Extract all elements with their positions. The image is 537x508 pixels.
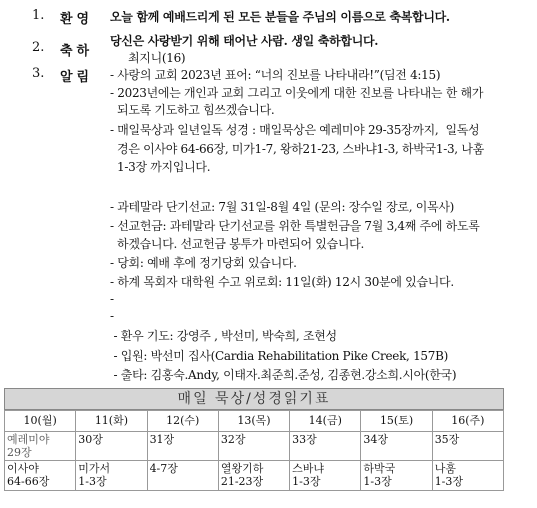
section-line: 하겠습니다. 선교헌금 봉투가 마련되어 있습니다. bbox=[110, 237, 364, 251]
section-line: 오늘 함께 예배드리게 된 모든 분들을 주님의 이름으로 축복합니다. bbox=[110, 10, 450, 24]
section-line: - 사랑의 교회 2023년 표어: “너의 진보를 나타내라!”(딤전 4:15) bbox=[110, 68, 441, 82]
meditation-cell: 33장 bbox=[290, 432, 361, 461]
reading-schedule-table bbox=[4, 410, 504, 491]
reading-cell: 나훔 1-3장 bbox=[432, 461, 503, 491]
section-number: 2. bbox=[32, 40, 45, 55]
bible-table-title: 매일 묵상/성경읽기표 bbox=[4, 388, 504, 410]
section-line: - 당회: 예배 후에 정기당회 있습니다. bbox=[110, 256, 297, 270]
day-header: 11(화) bbox=[76, 411, 147, 432]
section-line: - 환우 기도: 강영주 , 박선미, 박숙희, 조현성 bbox=[110, 329, 337, 343]
section-line: - 선교헌금: 과테말라 단기선교를 위한 특별헌금을 7월 3,4째 주에 하도록 bbox=[110, 219, 480, 233]
section-line: 당신은 사랑받기 위해 태어난 사람. 생일 축하합니다. bbox=[110, 34, 379, 48]
section-line: - 출타: 김홍숙.Andy, 이태자.최준희.준성, 김종현.강소희.시아(한국) bbox=[110, 368, 457, 382]
section-line: 1-3장 까지입니다. bbox=[110, 160, 211, 174]
section-line: 최지니(16) bbox=[128, 51, 186, 65]
section-line: - bbox=[110, 292, 114, 306]
meditation-cell: 예레미야 29장 bbox=[5, 432, 76, 461]
reading-cell: 4-7장 bbox=[147, 461, 218, 491]
meditation-row bbox=[5, 432, 504, 461]
reading-cell: 하박국 1-3장 bbox=[361, 461, 432, 491]
section-line: 경은 이사야 64-66장, 미가1-7, 왕하21-23, 스바냐1-3, 하박국1-3, 나훔 bbox=[110, 142, 484, 156]
section-line: 되도록 기도하고 힘쓰겠습니다. bbox=[110, 103, 275, 117]
section-title: 축하 bbox=[60, 44, 94, 59]
section-line: - 입원: 박선미 집사(Cardia Rehabilitation Pike Creek, 157B) bbox=[110, 349, 448, 363]
day-header: 12(수) bbox=[147, 411, 218, 432]
reading-row bbox=[5, 461, 504, 491]
day-header: 13(목) bbox=[218, 411, 289, 432]
meditation-cell: 31장 bbox=[147, 432, 218, 461]
section-title: 알림 bbox=[60, 70, 94, 85]
meditation-cell: 34장 bbox=[361, 432, 432, 461]
section-line: - 과테말라 단기선교: 7월 31일-8월 4일 (문의: 장수일 장로, 이목사) bbox=[110, 200, 455, 214]
reading-cell: 열왕기하 21-23장 bbox=[218, 461, 289, 491]
meditation-cell: 35장 bbox=[432, 432, 503, 461]
day-header: 16(주) bbox=[432, 411, 503, 432]
reading-cell: 이사야 64-66장 bbox=[5, 461, 76, 491]
day-header: 14(금) bbox=[290, 411, 361, 432]
reading-cell: 미가서 1-3장 bbox=[76, 461, 147, 491]
section-number: 3. bbox=[32, 66, 45, 81]
section-line: - 매일묵상과 일년일독 성경 : 매일묵상은 예레미야 29-35장까지, 일독성 bbox=[110, 123, 480, 137]
section-line: - 하계 목회자 대학원 수고 위로회: 11일(화) 12시 30분에 있습니다. bbox=[110, 275, 454, 289]
section-line: - 2023년에는 개인과 교회 그리고 이웃에게 대한 진보를 나타내는 한 해가 bbox=[110, 86, 484, 100]
section-title: 환영 bbox=[60, 12, 94, 27]
meditation-cell: 32장 bbox=[218, 432, 289, 461]
reading-cell: 스바냐 1-3장 bbox=[290, 461, 361, 491]
section-line: - bbox=[110, 309, 114, 323]
day-header: 15(토) bbox=[361, 411, 432, 432]
days-row bbox=[5, 411, 504, 432]
day-header: 10(월) bbox=[5, 411, 76, 432]
section-number: 1. bbox=[32, 8, 45, 23]
bible-reading-table bbox=[4, 388, 504, 491]
meditation-cell: 30장 bbox=[76, 432, 147, 461]
